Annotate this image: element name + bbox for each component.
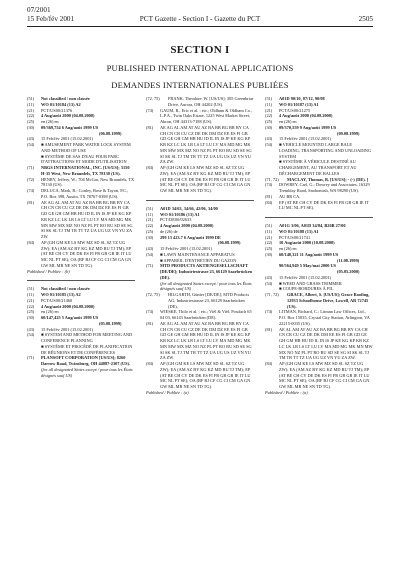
entry-divider <box>146 200 254 201</box>
heading-english: PUBLISHED INTERNATIONAL APPLICATIONS <box>106 63 294 73</box>
classification: Not classified / non classée <box>41 286 90 292</box>
application-entry: (51) Not classified / non classée (11) WO 01/10185 (13) A2 (21) PCT/US00/21460 (22) 4 Aug/août 2000 (04.08.2000) (25) en (26) en (30) 60/147,425 5 Aug/août 1999 US (05.08.1999) (43) 15 Feb/fév 2001 (15.02.2001) (54) ■ SYSTEM AND METHOD FOR MEETING AND CONFERENCE PLANNING ■ SYSTÈME ET PROCÉDÉ DE PLANIFICATION DE RÉUNIONS ET DE CONFÉRENCES (71) PLANSOFT CORPORATION [US/US]; 8260 Darrow Road, Twinsburg, OH 44087-2307 (US). (for all designated States except / pour tous les États désignés sauf US) <box>27 286 135 378</box>
regional-states: EP (AT BE CH CY DE DK ES FI FR GB GR IE IT LU MC NL PT SE). <box>279 199 369 211</box>
designated-states: AE AG AL AM AT AU AZ BA BB BG BR BY CA CH CN CR CU CZ DE DK DM DZ EE ES FI GB GD GE GH GM HR HU ID IL IN IS JP KE KG KP KR KZ LC LK LR LS LT LU LV MA MD MG MK MN MW MX MZ NO NZ PL PT RO RU SD SE SG SI SK SL TJ TM TR TT TZ UA UG US UZ VN YU ZA ZW. <box>160 124 252 165</box>
published-status: Published / Publiée : (a) <box>265 389 308 395</box>
application-entry-continued: (72, 75) FRANK, Theodore, W. [US/US]; 305 Greenbriar Drive, Aurora, OH 44202 (US). (74) GAUM, R., Eric et al. ; etc.; Oldham & Oldham Co., L.P.A., Twin Oaks Estate, 1225 West Market Street, Akron, OH 44313-7188 (US). (81) AE AG AL AM AT AU AZ BA BB BG BR BY CA CH CN CR CU CZ DE DK DM DZ EE ES FI GB GD GE GH GM HR HU ID IL IN IS JP KE KG KP KR KZ LC LK LR LS LT LU LV MA MD MG MK MN MW MX MZ NO NZ PL PT RO RU SD SE SG SI SK SL TJ TM TR TT TZ UA UG US UZ VN YU ZA ZW. (84) AP (GH GM KE LS MW MZ SD SL SZ TZ UG ZW); EA (AM AZ BY KG KZ MD RU TJ TM); EP (AT BE CH CY DE DK ES FI FR GB GR IE IT LU MC NL PT SE); OA (BF BJ CF CG CI CM GA GN GW ML MR NE SN TD TG). <box>146 96 254 193</box>
entry-divider <box>265 217 373 218</box>
title-en: ■ AMUSEMENT PARK WATER LOCK SYSTEM AND METHOD OF USE <box>41 142 131 153</box>
title-en: ■ VEHICLE MOUNTED LARGE BALE LOADING, TRANSPORTING AND UNLOADING SYSTEM <box>279 142 372 159</box>
designated-states: AU BR CA. <box>279 193 301 199</box>
issue-code: 07/2001 <box>27 6 51 14</box>
publication-number: WO 01/10187 (13) A1 <box>279 101 319 107</box>
title-en: ■ SYSTEM AND METHOD FOR MEETING AND CONFERENCE PLANNING <box>41 332 133 343</box>
designated-states: AE AL AM AT AU AZ BA BB BG BR BY CA CH CN CR CU CZ DE DK DM EE ES FI GB GD GE GH GM HR HU ID IL IN IS JP KE KG KP KR KZ LC LK LR LS LT LU LV MA MD MG MK MN MW MX NO NZ PL PT RO RU SD SE SG SI SK SL TJ TM TR TT TZ UA UG UZ VN YU ZA ZW. <box>279 326 373 361</box>
applicant: PLANSOFT CORPORATION [US/US]; 8260 Darrow Road, Twinsburg, OH 44087-2307 (US). <box>41 355 131 366</box>
inventor: FRANK, Theodore, W. [US/US]; 305 Greenbriar Drive, Aurora, OH 44202 (US). <box>168 96 254 107</box>
applicant-inventor: GRACE, Albert, S. [US/US]; Grace Roofing, 12933 Schoolhouse Drive, Lowell, AR 72745 (US). <box>287 292 370 309</box>
publication-number: WO 01/10188 (13) A1 <box>279 228 319 234</box>
inventor: HENRY, Jeffery, W.; 704 McGar, New Braunfels, TX 78130 (US). <box>41 176 135 188</box>
agent: WIESKE, Thilo et al. ; etc.; Vièl & Vièl, Postfach 65 04 03, 66143 Saarbrücken (DE). <box>160 309 252 320</box>
agent: LITMAN, Richard, C.; Litman Law Offices, Ltd., P.O. Box 15035, Crystal City Station, Arlington, VA 22215-0035 (US). <box>279 309 370 326</box>
title-fr: ■ SYSTÈME DE SAS D'EAU POUR PARC D'ATTRACTIONS ET MODE D'UTILISATION <box>41 153 127 165</box>
regional-states: AP (GH GM KE LS MW MZ SD SL SZ TZ UG ZW); EA (AM AZ BY KG KZ MD RU TJ TM); EP (AT BE CH CY DE DK ES FI FR GB GR IE IT LU MC NL PT SE); OA (BF BJ CF CG CI CM GA GN GW ML MR NE SN TD TG). <box>279 361 370 389</box>
agent: DOWREY, Carl, G.; Dowrey and Associates, 16329 Tremblay Road, Snohomish, WA 98290 (US). <box>279 182 370 193</box>
classification: A01D 90/10, 87/12, 90/08 <box>279 96 325 101</box>
application-entry: (51) A01G 3/06, A01D 34/84, B26B 27/00 (11) WO 01/10188 (13) A1 (21) PCT/US00/21741 (22) 10 Aug/août 2000 (10.08.2000) (25) en (26) en (30) 60/148,321 11 Aug/août 1999 US (11.08.1999) 90/564,949 5 May/mai 2000 US (05.05.2000) (43) 15 Feb/fév 2001 (15.02.2001) (54) ■ WEED AND GRASS TRIMMER ■ COUPE-BORDURES À FIL (71, 72) GRACE, Albert, S. [US/US]; Grace Roofing, 12933 Schoolhouse Drive, Lowell, AR 72745 (US). (74) LITMAN, Richard, C.; Litman Law Offices, Ltd., P.O. Box 15035, Crystal City Station, Arlington, VA 22215-0035 (US). (81) AE AL AM AT AU AZ BA BB BG BR BY CA CH CN CR CU CZ DE DK DM EE ES FI GB GD GE GH GM HR HU ID IL IN IS JP KE KG KP KR KZ LC LK LR LS LT LU LV MA MD MG MK MN MW MX NO NZ PL PT RO RU SD SE SG SI SK SL TJ TM TR TT TZ UA UG UZ VN YU ZA ZW. (84) AP (GH GM KE LS MW MZ SD SL SZ TZ UG ZW); EA (AM AZ BY KG KZ MD RU TJ TM); EP (AT BE CH CY DE DK ES FI FR GB GR IE IT LU MC NL PT SE); OA (BF BJ CF CG CI CM GA GN GW ML MR NE SN TD TG). Published / Publiée : (a) <box>265 223 373 395</box>
column-3 <box>265 96 373 402</box>
agent: DELUCA, Mark, R.; Conley, Rose & Tayon, P.C., P.O. Box 398, Austin, TX 78767-0398 (US). <box>41 188 129 199</box>
classification: A01G 3/06, A01D 34/84, B26B 27/00 <box>279 223 346 228</box>
title-en: ■ LAWN MAINTENANCE APPARATUS <box>160 251 235 257</box>
applicant: MTD PRODUCTS AKTIENGESELLSCHAFT [DE/DE]; Industriestrasse 23, 66129 Saarbrücken (DE). <box>160 263 253 280</box>
title-fr: ■ SYSTÈME À VÉHICULE DESTINÉ AU CHARGEMENT, AU TRANSPORT ET AU DÉCHARGEMENT DE BALLES <box>279 159 357 176</box>
agent: GAUM, R., Eric et al. ; etc.; Oldham & Oldham Co., L.P.A., Twin Oaks Estate, 1225 West Market Street, Akron, OH 44313-7188 (US). <box>160 107 253 124</box>
title-fr: ■ SYSTÈME ET PROCÉDÉ DE PLANIFICATION DE RÉUNIONS ET DE CONFÉRENCES <box>41 343 133 355</box>
entry-divider <box>27 280 135 281</box>
applicant: NBGS INTERNATIONAL, INC. [US/US]; 3150 H-35 West, New Braunfels, TX 78130 (US). <box>41 165 130 176</box>
classification: A01D 34/63, 34/66, 42/06, 34/00 <box>160 205 218 211</box>
regional-states: AP (GH GM KE LS MW MZ SD SL SZ TZ UG ZW); EA (AM AZ BY KG KZ MD RU TJ TM); EP (AT BE CH CY DE DK ES FI FR GB GR IE IT LU MC NL PT SE); OA (BF BJ CF CG CI CM GA GN GW ML MR NE SN TD TG). <box>41 239 132 268</box>
page-number: 2505 <box>358 14 373 23</box>
heading-french: DEMANDES INTERNATIONALES PUBLIÉES <box>111 80 289 90</box>
published-status: Published / Publiée : (b) <box>27 268 70 274</box>
title-fr: ■ APPAREIL D'ENTRETIEN DU GAZON <box>160 257 237 263</box>
title-en: ■ WEED AND GRASS TRIMMER <box>279 280 342 286</box>
designated-states: AE AG AL AM AT AU AZ BA BB BG BR BY CA CH CN CR CU CZ DE DK DM DZ EE ES FI GB GD GE GH GM HR HU ID IL IN IS JP KE KG KP KR KZ LC LK LR LS LT LU LV MA MD MG MK MN MW MX MZ NO NZ PL PT RO RU SD SE SG SI SK SL TJ TM TR TT TZ UA UG UZ VN YU ZA ZW. <box>41 199 133 239</box>
publication-number: WO 01/10184 (13) A2 <box>41 101 81 107</box>
publication-number: WO 01/10186 (13) A1 <box>160 211 200 217</box>
regional-states: AP (GH GM KE LS MW MZ SD SL SZ TZ UG ZW); EA (AM AZ BY KG KZ MD RU TJ TM); EP (AT BE CH CY DE DK ES FI FR GB GR IE IT LU MC NL PT SE); OA (BF BJ CF CG CI CM GA GN GW ML MR NE SN TD TG). <box>160 361 251 389</box>
section-title: SECTION I <box>170 44 230 56</box>
title-fr: ■ COUPE-BORDURES À FIL <box>279 286 334 292</box>
applicant-inventor: MACLAY, Thomas, B. [US/US]; - (-) (DE). ] <box>287 176 369 182</box>
inventor: HILGARTH, Günter [DE/DE]; MTD Products AG, Industriestrasse 23, 66129 Saarbrücken (DE). <box>168 292 250 309</box>
issue-date: 15 Feb/fév 2001 <box>27 14 75 23</box>
published-status: Published / Publiée : (a) <box>146 389 189 395</box>
publication-number: WO 01/10185 (13) A2 <box>41 292 81 297</box>
regional-states: AP (GH GM KE LS MW MZ SD SL SZ TZ UG ZW); EA (AM AZ BY KG KZ MD RU TJ TM); EP (AT BE CH CY DE DK ES FI FR GB GR IE IT LU MC NL PT SE); OA (BF BJ CF CG CI CM GA GN GW ML MR NE SN TD TG). <box>160 165 251 193</box>
designated-states: AE AG AL AM AT AU AZ BA BB BG BR BY CA CH CN CR CU CZ DE DK DM DZ EE ES FI GB GD GE GH GM HR HU ID IL IN IS JP KE KG KP KR KZ LC LK LR LS LT LU LV MA MD MG MK MN MW MX MZ NO NZ PL PT RO RU SD SE SG SI SK SL TJ TM TR TT TZ UA UG US UZ VN YU ZA ZW. <box>160 320 252 361</box>
application-entry: (51) A01D 90/10, 87/12, 90/08 (11) WO 01/10187 (13) A1 (21) PCT/US00/21275 (22) 4 Aug/août 2000 (04.08.2000) (25) en (26) en (30) 09/370,559 9 Aug/août 1999 US (09.08.1999) (43) 15 Feb/fév 2001 (15.02.2001) (54) ■ VEHICLE MOUNTED LARGE BALE LOADING, TRANSPORTING AND UNLOADING SYSTEM ■ SYSTÈME À VÉHICULE DESTINÉ AU CHARGEMENT, AU TRANSPORT ET AU DÉCHARGEMENT DE BALLES (71, 72) MACLAY, Thomas, B. [US/US]; - (-) (DE). ] (74) DOWREY, Carl, G.; Dowrey and Associates, 16329 Tremblay Road, Snohomish, WA 98290 (US). (81) AU BR CA. (84) EP (AT BE CH CY DE DK ES FI FR GB GR IE IT LU MC NL PT SE). <box>265 96 372 211</box>
header-rule <box>27 26 373 27</box>
application-entry: (51) A01D 34/63, 34/66, 42/06, 34/00 (11) WO 01/10186 (13) A1 (21) PCT/DE00/02633 (22) 4 Aug/août 2000 (04.08.2000) (25) de (26) de (30) 299 13 423.7 6 Aug/août 1999 DE (06.08.1999) (43) 15 Feb/fév 2001 (15.02.2001) (54) ■ LAWN MAINTENANCE APPARATUS ■ APPAREIL D'ENTRETIEN DU GAZON (71) MTD PRODUCTS AKTIENGESELLSCHAFT [DE/DE]; Industriestrasse 23, 66129 Saarbrücken (DE). (for all designated States except / pour tous les États désignés sauf US) (72, 75) HILGARTH, Günter [DE/DE]; MTD Products AG, Industriestrasse 23, 66129 Saarbrücken (DE). (74) WIESKE, Thilo et al. ; etc.; Vièl & Vièl, Postfach 65 04 03, 66143 Saarbrücken (DE). (81) AE AG AL AM AT AU AZ BA BB BG BR BY CA CH CN CR CU CZ DE DK DM DZ EE ES FI GB GD GE GH GM HR HU ID IL IN IS JP KE KG KP KR KZ LC LK LR LS LT LU LV MA MD MG MK MN MW MX MZ NO NZ PL PT RO RU SD SE SG SI SK SL TJ TM TR TT TZ UA UG US UZ VN YU ZA ZW. (84) AP (GH GM KE LS MW MZ SD SL SZ TZ UG ZW); EA (AM AZ BY KG KZ MD RU TJ TM); EP (AT BE CH CY DE DK ES FI FR GB GR IE IT LU MC NL PT SE); OA (BF BJ CF CG CI CM GA GN GW ML MR NE SN TD TG). Published / Publiée : (a) <box>146 205 253 395</box>
classification: Not classified / non classée <box>41 96 90 101</box>
gazette-title: PCT Gazette - Section I - Gazette du PCT <box>139 14 261 23</box>
column-1 <box>27 96 135 384</box>
application-entry: (51) Not classified / non classée (11) WO 01/10184 (13) A2 (21) PCT/US00/21376 (22) 4 Aug/août 2000 (04.08.2000) (25) en (26) en (30) 09/369,754 6 Aug/août 1999 US (06.08.1999) (43) 15 Feb/fév 2001 (15.02.2001) (54) ■ AMUSEMENT PARK WATER LOCK SYSTEM AND METHOD OF USE ■ SYSTÈME DE SAS D'EAU POUR PARC D'ATTRACTIONS ET MODE D'UTILISATION (71) NBGS INTERNATIONAL, INC. [US/US]; 3150 H-35 West, New Braunfels, TX 78130 (US). (72) HENRY, Jeffery, W.; 704 McGar, New Braunfels, TX 78130 (US). (74) DELUCA, Mark, R.; Conley, Rose & Tayon, P.C., P.O. Box 398, Austin, TX 78767-0398 (US). (81) AE AG AL AM AT AU AZ BA BB BG BR BY CA CH CN CR CU CZ DE DK DM DZ EE ES FI GB GD GE GH GM HR HU ID IL IN IS JP KE KG KP KR KZ LC LK LR LS LT LU LV MA MD MG MK MN MW MX MZ NO NZ PL PT RO RU SD SE SG SI SK SL TJ TM TR TT TZ UA UG UZ VN YU ZA ZW. (84) AP (GH GM KE LS MW MZ SD SL SZ TZ UG ZW); EA (AM AZ BY KG KZ MD RU TJ TM); EP (AT BE CH CY DE DK ES FI FR GB GR IE IT LU MC NL PT SE); OA (BF BJ CF CG CI CM GA GN GW ML MR NE SN TD TG). Published / Publiée : (b) <box>27 96 135 274</box>
column-2 <box>146 96 254 402</box>
